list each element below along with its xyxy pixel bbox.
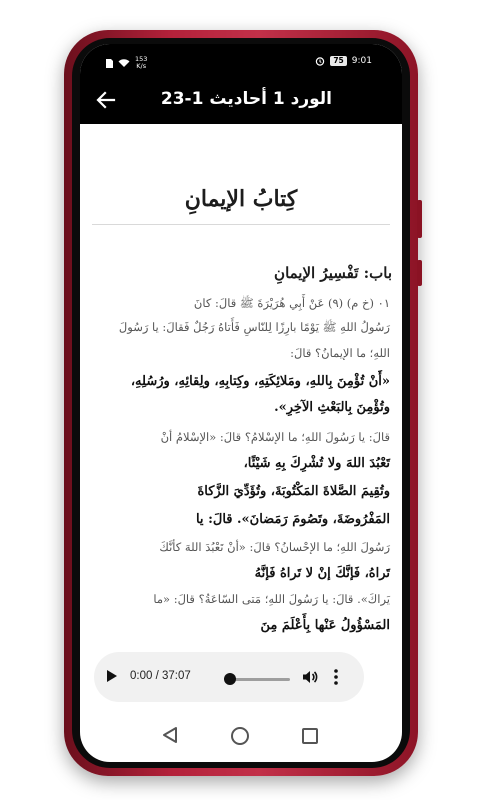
volume-rocker (417, 200, 422, 238)
text-line: قالَ: يا رَسُولَ اللهِ؛ ما الإسْلامُ؟ قالَ: «الإسْلامُ أنْ (160, 430, 390, 444)
alarm-icon (315, 56, 325, 66)
nav-recents-icon[interactable] (302, 728, 318, 744)
volume-icon[interactable] (302, 669, 318, 685)
text-line: اللهِ؛ ما الإيمانُ؟ قالَ: (290, 346, 390, 360)
network-speed (135, 56, 147, 70)
status-bar (80, 44, 402, 76)
sim-icon (106, 59, 113, 68)
audio-player (94, 652, 364, 702)
text-line: وتُؤْمِنَ بِالبَعْثِ الآخِرِ». (274, 400, 390, 415)
title-divider (92, 224, 390, 225)
text-line: رَسُولُ اللهِ ﷺ يَوْمًا بارِزًا لِلنّاسِ فَأَتاهُ رَجُلٌ فَقالَ: يا رَسُولَ (118, 320, 390, 334)
page-title: الورد 1 أحاديث 1-23 (160, 89, 332, 109)
speed-value: 153 (135, 55, 148, 63)
status-left (106, 56, 147, 70)
text-line: تَعْبُدَ اللهَ ولا تُشْرِكَ بِهِ شَيْئًا، (243, 456, 390, 471)
clock: 9:01 (351, 56, 372, 66)
arrow-left-icon[interactable] (94, 88, 118, 112)
nav-home-icon[interactable] (231, 727, 249, 745)
text-line: يَراكَ». قالَ: يا رَسُولَ اللهِ؛ مَتى السّاعَةُ؟ قالَ: «ما (153, 592, 390, 606)
text-line: المَسْؤُولُ عَنْها بِأَعْلَمَ مِنَ (260, 618, 390, 633)
hadith-content[interactable] (80, 124, 402, 646)
playback-time: 0:00 / 37:07 (130, 670, 191, 682)
system-nav-bar (80, 712, 402, 762)
text-line: ٠١ (خ م) (٩) عَنْ أَبِي هُرَيْرَةَ ﷺ قالَ: كانَ (193, 296, 390, 310)
chapter-title: باب: تَفْسِيرُ الإيمانِ (274, 264, 392, 282)
battery-indicator: 75 (330, 56, 346, 66)
status-right (315, 56, 372, 66)
more-vertical-icon[interactable] (334, 668, 338, 686)
power-button (417, 260, 422, 286)
text-line: تَراهُ، فَإنَّكَ إنْ لا تَراهُ فَإنَّهُ (254, 566, 390, 581)
play-icon[interactable] (106, 669, 118, 683)
wifi-icon (118, 59, 130, 68)
speed-unit: K/s (136, 62, 147, 70)
seek-handle[interactable] (224, 673, 236, 685)
phone-screen (80, 44, 402, 762)
app-bar (80, 76, 402, 124)
text-line: وتُقِيمَ الصَّلاةَ المَكْتُوبَةَ، وتُؤَدِّيَ الزَّكاةَ (197, 484, 390, 499)
book-title: كِتابُ الإيمانِ (184, 186, 298, 212)
nav-back-icon[interactable] (162, 726, 178, 744)
text-line: «أَنْ تُؤْمِنَ بِاللهِ، ومَلائِكَتِهِ، وكِتابِهِ، ولِقائِهِ، ورُسُلِهِ، (130, 374, 390, 389)
seek-track[interactable] (230, 678, 290, 681)
text-line: رَسُولَ اللهِ؛ ما الإحْسانُ؟ قالَ: «أنْ تَعْبُدَ اللهَ كأنَّكَ (159, 540, 390, 554)
text-line: المَفْرُوضَةَ، وتَصُومَ رَمَضانَ». قالَ: يا (195, 512, 390, 527)
